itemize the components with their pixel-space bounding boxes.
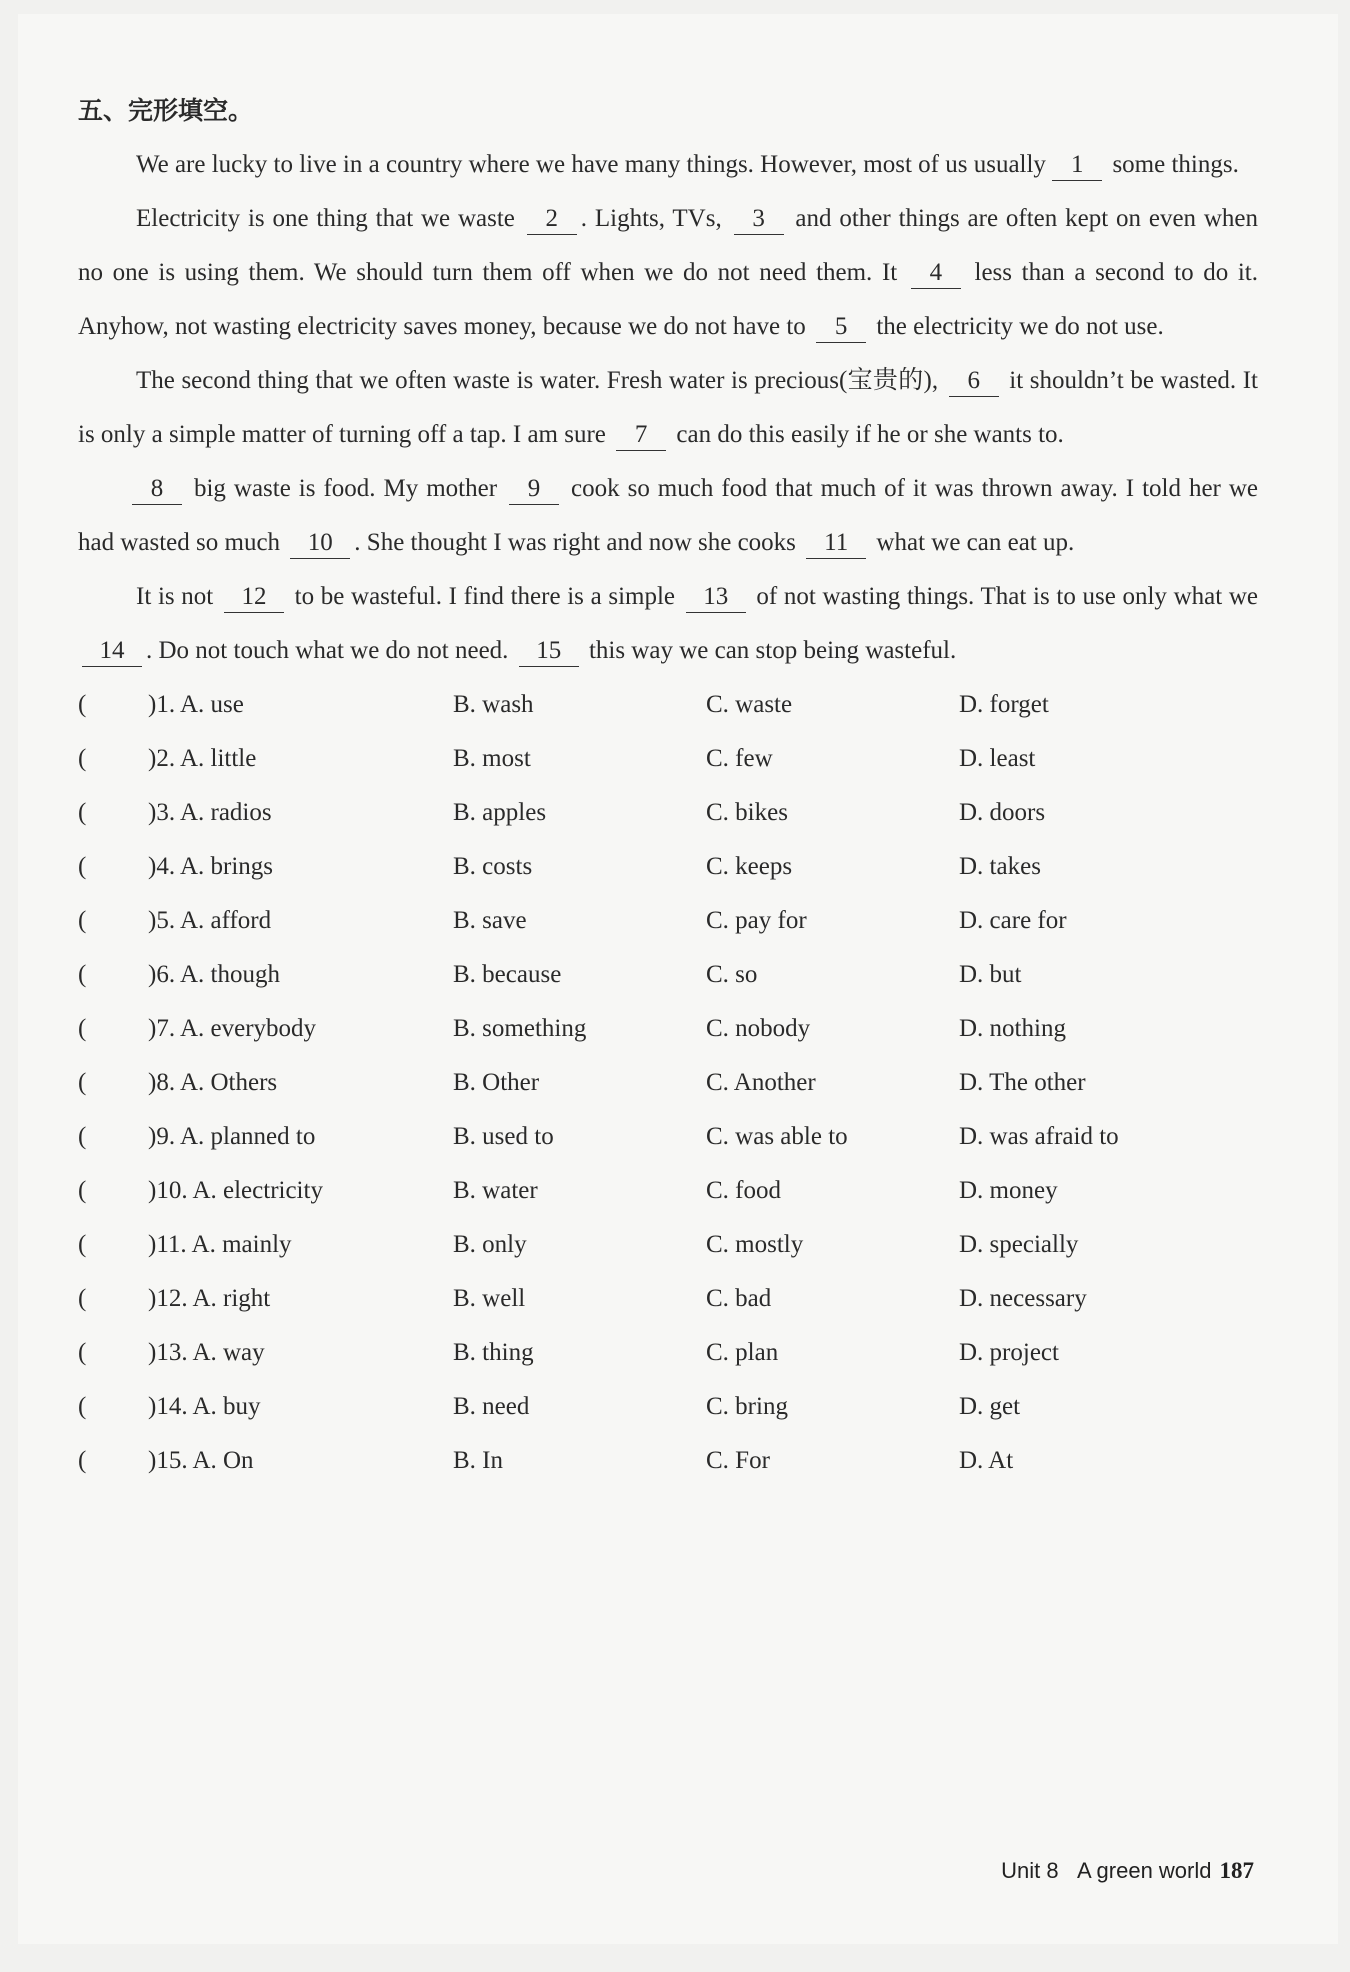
- option-row-15: [78, 1434, 1258, 1488]
- passage-text: We are lucky to live in a country where we have many things. However, most of us usually: [136, 151, 1046, 178]
- option-c: C. plan: [706, 1339, 779, 1366]
- option-c: C. bring: [706, 1393, 788, 1420]
- option-a-text: A. radios: [179, 799, 272, 826]
- option-a-text: A. planned to: [179, 1123, 316, 1150]
- answer-paren: (: [78, 1123, 87, 1150]
- option-row-11: [78, 1218, 1258, 1272]
- passage-text: this way we can stop being wasteful.: [588, 637, 957, 664]
- question-number: )14.: [148, 1393, 188, 1420]
- passage-paragraph-4: [78, 462, 1258, 570]
- option-a: [148, 732, 453, 786]
- option-d: D. was afraid to: [959, 1123, 1119, 1150]
- option-d: D. project: [959, 1339, 1059, 1366]
- option-c: C. mostly: [706, 1231, 804, 1258]
- passage-text: big waste is food. My mother: [193, 475, 498, 502]
- option-d: D. At: [959, 1447, 1014, 1474]
- option-d: D. get: [959, 1393, 1021, 1420]
- answer-paren: (: [78, 1231, 87, 1258]
- option-a-text: A. electricity: [192, 1177, 323, 1204]
- option-a-text: A. afford: [179, 907, 272, 934]
- option-c: C. For: [706, 1447, 770, 1474]
- question-number: )12.: [148, 1285, 188, 1312]
- unit-label: Unit 8: [1001, 1858, 1059, 1883]
- option-b: B. Other: [453, 1069, 540, 1096]
- option-a: [148, 1056, 453, 1110]
- option-row-14: [78, 1380, 1258, 1434]
- option-a-text: A. mainly: [191, 1231, 292, 1258]
- option-b: B. need: [453, 1393, 530, 1420]
- answer-paren: (: [78, 907, 87, 934]
- option-a: [148, 1272, 453, 1326]
- blank-5: 5: [816, 312, 866, 343]
- section-heading: 五、完形填空。: [78, 96, 254, 125]
- blank-11: 11: [806, 528, 866, 559]
- option-c: C. so: [706, 961, 758, 988]
- question-number: )11.: [148, 1231, 187, 1258]
- answer-paren: (: [78, 799, 87, 826]
- option-row-5: [78, 894, 1258, 948]
- option-a: [148, 894, 453, 948]
- answer-paren: (: [78, 745, 87, 772]
- answer-paren: (: [78, 691, 87, 718]
- option-a-text: A. brings: [179, 853, 274, 880]
- option-row-2: [78, 732, 1258, 786]
- option-row-3: [78, 786, 1258, 840]
- answer-paren: (: [78, 1447, 87, 1474]
- option-b: B. because: [453, 961, 562, 988]
- option-row-13: [78, 1326, 1258, 1380]
- blank-9: 9: [509, 474, 559, 505]
- option-b: B. costs: [453, 853, 533, 880]
- blank-7: 7: [616, 420, 666, 451]
- option-row-9: [78, 1110, 1258, 1164]
- option-d: D. necessary: [959, 1285, 1087, 1312]
- answer-paren: (: [78, 1339, 87, 1366]
- option-row-7: [78, 1002, 1258, 1056]
- passage-text: to be wasteful. I find there is a simple: [294, 583, 675, 610]
- question-number: )4.: [148, 853, 176, 880]
- option-b: B. thing: [453, 1339, 534, 1366]
- option-a-text: A. use: [179, 691, 244, 718]
- option-a-text: A. Others: [179, 1069, 278, 1096]
- option-a-text: A. buy: [192, 1393, 261, 1420]
- passage-text: less than a second to do it. Anyhow, not wasting electricity saves money, because we do not have to: [78, 259, 1258, 340]
- answer-paren: (: [78, 1069, 87, 1096]
- option-row-10: [78, 1164, 1258, 1218]
- option-a: [148, 1110, 453, 1164]
- passage-text: It is not: [136, 583, 214, 610]
- blank-15: 15: [519, 636, 579, 667]
- blank-6: 6: [949, 366, 999, 397]
- option-c: C. few: [706, 745, 773, 772]
- option-d: D. nothing: [959, 1015, 1066, 1042]
- passage-text: what we can eat up.: [876, 529, 1075, 556]
- passage-text: it shouldn’t be wasted. It is only a simple matter of turning off a tap. I am sure: [78, 367, 1259, 448]
- blank-14: 14: [82, 636, 142, 667]
- passage-text: of not wasting things. That is to use only what we: [756, 583, 1259, 610]
- option-b: B. something: [453, 1015, 587, 1042]
- option-a-text: A. On: [192, 1447, 254, 1474]
- option-c: C. keeps: [706, 853, 793, 880]
- option-d: D. care for: [959, 907, 1067, 934]
- passage-text: The second thing that we often waste is water. Fresh water is precious(宝贵的),: [136, 367, 939, 394]
- option-a: [148, 1002, 453, 1056]
- option-d: D. The other: [959, 1069, 1086, 1096]
- option-d: D. least: [959, 745, 1036, 772]
- question-number: )5.: [148, 907, 176, 934]
- passage-text: the electricity we do not use.: [876, 313, 1164, 340]
- passage-paragraph-3: [78, 354, 1258, 462]
- option-a: [148, 786, 453, 840]
- option-row-12: [78, 1272, 1258, 1326]
- blank-8: 8: [132, 474, 182, 505]
- option-b: B. only: [453, 1231, 527, 1258]
- blank-10: 10: [290, 528, 350, 559]
- option-a: [148, 1380, 453, 1434]
- question-number: )1.: [148, 691, 176, 718]
- workbook-page: [18, 14, 1338, 1944]
- option-a-text: A. right: [192, 1285, 271, 1312]
- unit-title: A green world: [1076, 1858, 1212, 1883]
- question-number: )15.: [148, 1447, 188, 1474]
- answer-paren: (: [78, 1393, 87, 1420]
- option-b: B. well: [453, 1285, 526, 1312]
- option-a-text: A. way: [192, 1339, 265, 1366]
- blank-2: 2: [527, 204, 577, 235]
- option-a-text: A. little: [179, 745, 257, 772]
- option-d: D. specially: [959, 1231, 1079, 1258]
- option-c: C. Another: [706, 1069, 816, 1096]
- option-a: [148, 1326, 453, 1380]
- options-list: [78, 678, 1258, 1488]
- option-d: D. takes: [959, 853, 1041, 880]
- option-row-1: [78, 678, 1258, 732]
- option-b: B. In: [453, 1447, 503, 1474]
- question-number: )7.: [148, 1015, 176, 1042]
- option-a: [148, 948, 453, 1002]
- option-c: C. pay for: [706, 907, 807, 934]
- option-b: B. wash: [453, 691, 534, 718]
- option-d: D. forget: [959, 691, 1049, 718]
- option-row-4: [78, 840, 1258, 894]
- question-number: )8.: [148, 1069, 176, 1096]
- option-b: B. water: [453, 1177, 538, 1204]
- option-a: [148, 1218, 453, 1272]
- blank-3: 3: [734, 204, 784, 235]
- option-d: D. doors: [959, 799, 1046, 826]
- blank-1: 1: [1052, 150, 1102, 181]
- passage-text: Electricity is one thing that we waste: [136, 205, 515, 232]
- passage-paragraph-5: [78, 570, 1258, 678]
- cloze-section: [78, 84, 1258, 1488]
- blank-12: 12: [224, 582, 284, 613]
- option-c: C. was able to: [706, 1123, 848, 1150]
- blank-13: 13: [686, 582, 746, 613]
- option-b: B. save: [453, 907, 527, 934]
- option-c: C. nobody: [706, 1015, 811, 1042]
- passage-paragraph-2: [78, 192, 1258, 354]
- passage-paragraph-1: [78, 138, 1258, 192]
- question-number: )2.: [148, 745, 176, 772]
- option-c: C. food: [706, 1177, 781, 1204]
- answer-paren: (: [78, 1285, 87, 1312]
- passage-text: cook so much food that much of it was thrown away. I told her we had wasted so much: [78, 475, 1259, 556]
- option-a: [148, 840, 453, 894]
- passage-text: . Lights, TVs,: [580, 205, 722, 232]
- question-number: )6.: [148, 961, 176, 988]
- option-b: B. used to: [453, 1123, 554, 1150]
- answer-paren: (: [78, 961, 87, 988]
- option-c: C. waste: [706, 691, 793, 718]
- option-a-text: A. everybody: [179, 1015, 317, 1042]
- page-footer: [1001, 1858, 1254, 1884]
- passage-text: can do this easily if he or she wants to.: [676, 421, 1064, 448]
- option-a: [148, 1164, 453, 1218]
- answer-paren: (: [78, 1177, 87, 1204]
- option-c: C. bikes: [706, 799, 788, 826]
- question-number: )13.: [148, 1339, 188, 1366]
- option-b: B. most: [453, 745, 531, 772]
- question-number: )10.: [148, 1177, 188, 1204]
- option-a-text: A. though: [179, 961, 280, 988]
- option-d: D. money: [959, 1177, 1058, 1204]
- passage-text: . She thought I was right and now she cooks: [354, 529, 796, 556]
- question-number: )9.: [148, 1123, 176, 1150]
- option-d: D. but: [959, 961, 1022, 988]
- option-row-8: [78, 1056, 1258, 1110]
- option-a: [148, 1434, 453, 1488]
- answer-paren: (: [78, 853, 87, 880]
- option-row-6: [78, 948, 1258, 1002]
- passage-text: and other things are often kept on even when no one is using them. We should turn them off when we do not need them. It: [78, 205, 1259, 286]
- answer-paren: (: [78, 1015, 87, 1042]
- passage-text: some things.: [1112, 151, 1239, 178]
- option-c: C. bad: [706, 1285, 772, 1312]
- blank-4: 4: [911, 258, 961, 289]
- passage-text: . Do not touch what we do not need.: [146, 637, 509, 664]
- option-a: [148, 678, 453, 732]
- page-number: 187: [1219, 1858, 1254, 1883]
- option-b: B. apples: [453, 799, 547, 826]
- question-number: )3.: [148, 799, 176, 826]
